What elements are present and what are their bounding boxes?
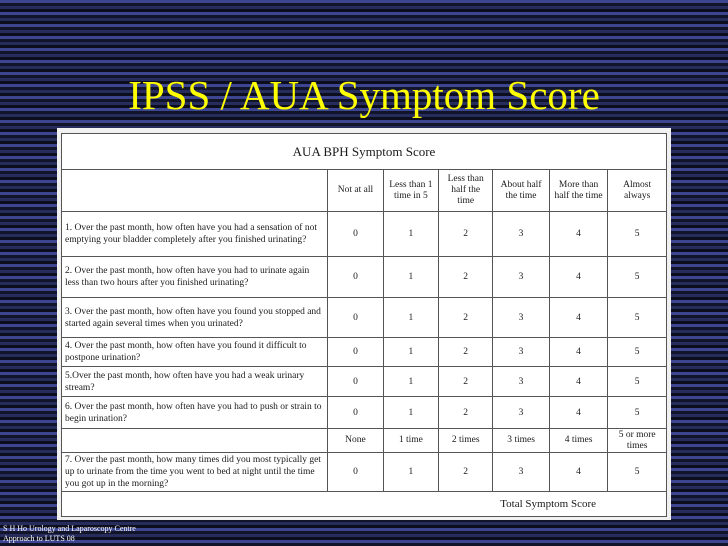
table-row <box>62 212 667 257</box>
question-4: 4. Over the past month, how often have you found it difficult to postpone urination? <box>62 338 328 367</box>
table-row <box>62 338 667 367</box>
question-2: 2. Over the past month, how often have you had to urinate again less than two hours after you finished urinating? <box>62 257 328 298</box>
header-none: None <box>328 429 383 453</box>
score-cell: 4 <box>549 212 608 257</box>
score-cell: 5 <box>608 453 667 492</box>
score-cell: 3 <box>493 212 549 257</box>
score-cell: 1 <box>383 453 438 492</box>
slide-footer <box>3 524 136 544</box>
score-cell: 3 <box>493 453 549 492</box>
table-row <box>62 298 667 338</box>
header-4-times: 4 times <box>549 429 608 453</box>
score-cell: 5 <box>608 298 667 338</box>
score-cell: 1 <box>383 338 438 367</box>
score-cell: 4 <box>549 453 608 492</box>
score-cell: 2 <box>439 212 493 257</box>
q7-header-row <box>62 429 667 453</box>
header-5-or-more-times: 5 or more times <box>608 429 667 453</box>
table-row <box>62 397 667 429</box>
score-cell: 4 <box>549 338 608 367</box>
symptom-score-document <box>57 128 671 520</box>
score-cell: 0 <box>328 257 383 298</box>
header-2-times: 2 times <box>439 429 493 453</box>
header-3-times: 3 times <box>493 429 549 453</box>
score-cell: 4 <box>549 257 608 298</box>
score-cell: 3 <box>493 367 549 397</box>
score-cell: 4 <box>549 397 608 429</box>
table-row <box>62 453 667 492</box>
header-almost-always: Almost always <box>608 170 667 212</box>
score-cell: 0 <box>328 453 383 492</box>
table-title-row <box>62 134 667 170</box>
header-about-half: About half the time <box>493 170 549 212</box>
header-blank-cell <box>62 170 328 212</box>
question-7: 7. Over the past month, how many times did you most typically get up to urinate from the time you went to bed at night until the time you got up in the morning? <box>62 453 328 492</box>
question-5: 5.Over the past month, how often have you had a weak urinary stream? <box>62 367 328 397</box>
score-cell: 0 <box>328 338 383 367</box>
score-cell: 5 <box>608 257 667 298</box>
score-cell: 5 <box>608 212 667 257</box>
score-cell: 3 <box>493 257 549 298</box>
footer-line-2: Approach to LUTS 08 <box>3 534 75 543</box>
question-1: 1. Over the past month, how often have you had a sensation of not emptying your bladder completely after you finished urinating? <box>62 212 328 257</box>
score-cell: 2 <box>439 338 493 367</box>
slide-title: IPSS / AUA Symptom Score <box>128 72 600 118</box>
header-less-than-1-in-5: Less than 1 time in 5 <box>383 170 438 212</box>
score-cell: 1 <box>383 367 438 397</box>
table-row <box>62 257 667 298</box>
score-cell: 0 <box>328 367 383 397</box>
question-6: 6. Over the past month, how often have you had to push or strain to begin urination? <box>62 397 328 429</box>
score-cell: 2 <box>439 397 493 429</box>
total-symptom-score-label: Total Symptom Score <box>62 492 667 517</box>
header-more-than-half: More than half the time <box>549 170 608 212</box>
question-3: 3. Over the past month, how often have you found you stopped and started again several times when you urinated? <box>62 298 328 338</box>
score-cell: 0 <box>328 212 383 257</box>
symptom-score-table <box>61 133 667 517</box>
score-cell: 5 <box>608 367 667 397</box>
score-cell: 2 <box>439 453 493 492</box>
score-cell: 4 <box>549 298 608 338</box>
header-row <box>62 170 667 212</box>
score-cell: 2 <box>439 257 493 298</box>
footer-line-1: S H Ho Urology and Laparoscopy Centre <box>3 524 136 533</box>
score-cell: 2 <box>439 298 493 338</box>
score-cell: 5 <box>608 397 667 429</box>
score-cell: 1 <box>383 212 438 257</box>
score-cell: 5 <box>608 338 667 367</box>
table-row <box>62 367 667 397</box>
score-cell: 0 <box>328 397 383 429</box>
score-cell: 2 <box>439 367 493 397</box>
score-cell: 4 <box>549 367 608 397</box>
q7-header-blank-cell <box>62 429 328 453</box>
score-cell: 3 <box>493 338 549 367</box>
score-cell: 3 <box>493 397 549 429</box>
score-cell: 1 <box>383 397 438 429</box>
total-row <box>62 492 667 517</box>
score-cell: 3 <box>493 298 549 338</box>
table-title: AUA BPH Symptom Score <box>62 134 667 170</box>
score-cell: 1 <box>383 298 438 338</box>
score-cell: 0 <box>328 298 383 338</box>
header-less-than-half: Less than half the time <box>439 170 493 212</box>
header-not-at-all: Not at all <box>328 170 383 212</box>
header-1-time: 1 time <box>383 429 438 453</box>
score-cell: 1 <box>383 257 438 298</box>
